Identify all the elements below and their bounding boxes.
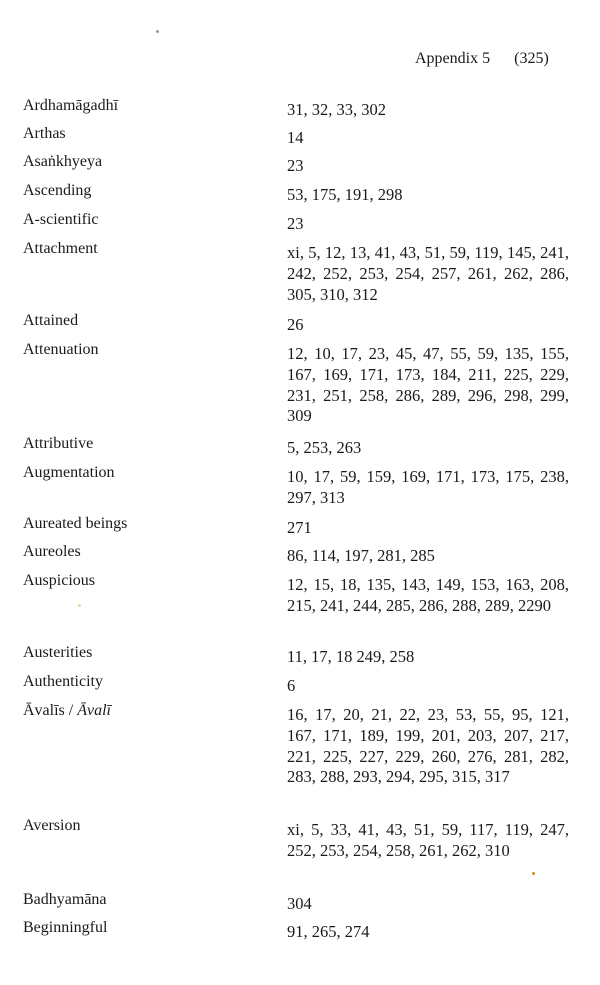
page-references: 10, 17, 59, 159, 169, 171, 173, 175, 238, 297, 313 [287, 467, 569, 507]
scan-speck [532, 872, 535, 875]
index-term: Āvalīs / Āvalī [23, 702, 111, 719]
page-references: 304 [287, 894, 312, 913]
index-term: Asaṅkhyeya [23, 153, 103, 170]
page-references: 23 [287, 156, 304, 175]
page-references: 26 [287, 315, 304, 334]
index-term: Ascending [23, 182, 92, 199]
scan-speck [156, 30, 159, 33]
page-references: 11, 17, 18 249, 258 [287, 647, 415, 666]
scan-speck [78, 604, 81, 607]
page-references: 271 [287, 518, 312, 537]
index-term: Austerities [23, 644, 93, 661]
page-references: 86, 114, 197, 281, 285 [287, 546, 435, 565]
section-title: Appendix 5 [415, 50, 491, 67]
page-references: 31, 32, 33, 302 [287, 100, 386, 119]
index-term: Attenuation [23, 341, 99, 358]
index-term: Aureated beings [23, 515, 128, 532]
italic-term-variant: Āvalī [77, 702, 111, 719]
index-term: Beginningful [23, 919, 108, 936]
index-term: Attributive [23, 435, 94, 452]
index-term: Aureoles [23, 543, 81, 560]
page-references: xi, 5, 12, 13, 41, 43, 51, 59, 119, 145, 241, 242, 252, 253, 254, 257, 261, 262, 286, 305, 310, 312 [287, 243, 569, 304]
page-references: 6 [287, 676, 296, 695]
index-term: Arthas [23, 125, 66, 142]
page-references: 16, 17, 20, 21, 22, 23, 53, 55, 95, 121, 167, 171, 189, 199, 201, 203, 207, 217, 221, 225, 227, 229, 260, 276, 281, 282, 283, 288, 293, 294, 295, 315, 317 [287, 705, 569, 787]
index-term: Badhyamāna [23, 891, 107, 908]
page-number: (325) [514, 50, 549, 67]
page-references: xi, 5, 33, 41, 43, 51, 59, 117, 119, 247, 252, 253, 254, 258, 261, 262, 310 [287, 820, 569, 860]
index-term: Ardhamāgadhī [23, 97, 119, 114]
index-term: Attachment [23, 240, 98, 257]
running-header [415, 50, 549, 68]
page-references: 14 [287, 128, 304, 147]
page-references: 12, 10, 17, 23, 45, 47, 55, 59, 135, 155, 167, 169, 171, 173, 184, 211, 225, 229, 231, 251, 258, 286, 289, 296, 298, 299, 309 [287, 344, 569, 426]
index-term: Aversion [23, 817, 81, 834]
index-term: Augmentation [23, 464, 115, 481]
page-references: 12, 15, 18, 135, 143, 149, 153, 163, 208, 215, 241, 244, 285, 286, 288, 289, 2290 [287, 575, 569, 615]
page-references: 91, 265, 274 [287, 922, 370, 941]
page-references: 5, 253, 263 [287, 438, 362, 457]
index-term: Auspicious [23, 572, 95, 589]
page-references: 53, 175, 191, 298 [287, 185, 403, 204]
index-term: Authenticity [23, 673, 103, 690]
index-term: Attained [23, 312, 79, 329]
index-term: A-scientific [23, 211, 99, 228]
page-references: 23 [287, 214, 304, 233]
